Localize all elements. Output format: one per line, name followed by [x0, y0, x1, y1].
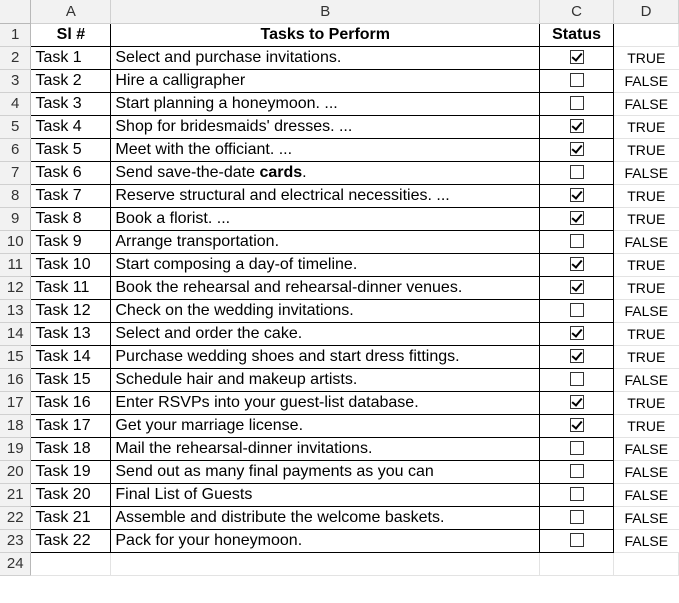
table-row: [0, 322, 679, 345]
cell-linked-value[interactable]: FALSE: [614, 299, 679, 322]
cell-sl[interactable]: Task 2: [31, 69, 111, 92]
task-text: Reserve structural and electrical necessities. ...: [115, 186, 450, 204]
cell-status: [540, 529, 614, 552]
cell-status: [540, 414, 614, 437]
cell-task[interactable]: [111, 529, 540, 552]
column-header-d[interactable]: D: [614, 0, 679, 23]
row-number[interactable]: 16: [0, 368, 31, 391]
cell-task[interactable]: [111, 322, 540, 345]
checkbox-checked[interactable]: [570, 280, 584, 294]
checkbox-checked[interactable]: [570, 257, 584, 271]
cell-sl[interactable]: Task 13: [31, 322, 111, 345]
task-text: Final List of Guests: [115, 485, 253, 503]
cell-sl[interactable]: Task 18: [31, 437, 111, 460]
cell-status: [540, 368, 614, 391]
row-number[interactable]: 20: [0, 460, 31, 483]
cell-status: [540, 138, 614, 161]
cell-task[interactable]: [111, 299, 540, 322]
task-text: Start composing a day-of timeline.: [115, 255, 358, 273]
row-number[interactable]: 17: [0, 391, 31, 414]
cell-status: [540, 437, 614, 460]
table-row: [0, 460, 679, 483]
table-row: [0, 276, 679, 299]
cell-task[interactable]: [111, 115, 540, 138]
task-text: Start planning a honeymoon. ...: [115, 94, 338, 112]
row-number[interactable]: 24: [0, 552, 31, 575]
table-row: [0, 345, 679, 368]
table-row: [0, 92, 679, 115]
checkbox-unchecked[interactable]: [570, 234, 584, 248]
task-text: Assemble and distribute the welcome baskets.: [115, 508, 445, 526]
cell-linked-value[interactable]: FALSE: [614, 460, 679, 483]
row-number[interactable]: 1: [0, 23, 31, 46]
cell-linked-value[interactable]: FALSE: [614, 92, 679, 115]
checkbox-checked[interactable]: [570, 349, 584, 363]
cell-status: [540, 92, 614, 115]
table-row: [0, 46, 679, 69]
row-number[interactable]: 19: [0, 437, 31, 460]
empty-cell[interactable]: [111, 552, 540, 575]
cell-sl[interactable]: Task 20: [31, 483, 111, 506]
cell-task[interactable]: [111, 46, 540, 69]
cell-sl[interactable]: Task 9: [31, 230, 111, 253]
task-text: Check on the wedding invitations.: [115, 301, 354, 319]
task-text-bold: cards: [259, 163, 303, 181]
cell-task[interactable]: [111, 345, 540, 368]
cell-status: [540, 391, 614, 414]
table-row: [0, 483, 679, 506]
task-text: Schedule hair and makeup artists.: [115, 370, 358, 388]
cell-linked-value[interactable]: TRUE: [614, 184, 679, 207]
task-text: Send out as many final payments as you can: [115, 462, 434, 480]
select-all-corner[interactable]: [0, 0, 31, 23]
checkbox-unchecked[interactable]: [570, 441, 584, 455]
cell-linked-value[interactable]: FALSE: [614, 230, 679, 253]
column-header-c[interactable]: C: [540, 0, 614, 23]
checkbox-checked[interactable]: [570, 211, 584, 225]
empty-cell[interactable]: [540, 552, 614, 575]
table-row: [0, 299, 679, 322]
row-number[interactable]: 11: [0, 253, 31, 276]
cell-linked-value[interactable]: FALSE: [614, 161, 679, 184]
cell-status: [540, 299, 614, 322]
checkbox-checked[interactable]: [570, 395, 584, 409]
task-text: Pack for your honeymoon.: [115, 531, 303, 549]
row-number[interactable]: 18: [0, 414, 31, 437]
cell-task[interactable]: [111, 184, 540, 207]
cell-d-empty[interactable]: [614, 23, 679, 46]
task-text: Send save-the-date: [115, 163, 260, 181]
task-text: Arrange transportation.: [115, 232, 280, 250]
cell-task[interactable]: [111, 92, 540, 115]
table-row: [0, 115, 679, 138]
row-number[interactable]: 14: [0, 322, 31, 345]
table-row: [0, 437, 679, 460]
table-row: [0, 552, 679, 575]
cell-sl[interactable]: Task 22: [31, 529, 111, 552]
row-number[interactable]: 2: [0, 46, 31, 69]
cell-task[interactable]: [111, 391, 540, 414]
checkbox-checked[interactable]: [570, 142, 584, 156]
cell-sl[interactable]: Task 14: [31, 345, 111, 368]
cell-linked-value[interactable]: FALSE: [614, 483, 679, 506]
table-row: [0, 368, 679, 391]
cell-linked-value[interactable]: FALSE: [614, 69, 679, 92]
row-number[interactable]: 5: [0, 115, 31, 138]
cell-task[interactable]: [111, 161, 540, 184]
row-number[interactable]: 6: [0, 138, 31, 161]
checkbox-unchecked[interactable]: [570, 303, 584, 317]
cell-status: [540, 115, 614, 138]
task-text: Meet with the officiant. ...: [115, 140, 293, 158]
table-row: [0, 253, 679, 276]
table-row: [0, 414, 679, 437]
row-number[interactable]: 3: [0, 69, 31, 92]
cell-status: [540, 46, 614, 69]
cell-linked-value[interactable]: FALSE: [614, 437, 679, 460]
cell-task[interactable]: [111, 138, 540, 161]
task-text: Book the rehearsal and rehearsal-dinner venues.: [115, 278, 463, 296]
cell-sl[interactable]: Task 7: [31, 184, 111, 207]
cell-task[interactable]: [111, 230, 540, 253]
cell-sl[interactable]: Task 15: [31, 368, 111, 391]
cell-status: [540, 483, 614, 506]
cell-status: [540, 161, 614, 184]
cell-sl[interactable]: Task 6: [31, 161, 111, 184]
cell-sl[interactable]: Task 10: [31, 253, 111, 276]
cell-status: [540, 253, 614, 276]
checkbox-unchecked[interactable]: [570, 372, 584, 386]
cell-status: [540, 276, 614, 299]
cell-sl[interactable]: Task 8: [31, 207, 111, 230]
row-number[interactable]: 21: [0, 483, 31, 506]
header-cell-status[interactable]: Status: [540, 23, 614, 46]
cell-sl[interactable]: Task 1: [31, 46, 111, 69]
table-row: [0, 207, 679, 230]
checkbox-unchecked[interactable]: [570, 487, 584, 501]
table-row: [0, 230, 679, 253]
cell-task[interactable]: [111, 69, 540, 92]
row-number[interactable]: 4: [0, 92, 31, 115]
cell-sl[interactable]: Task 3: [31, 92, 111, 115]
column-header-b[interactable]: B: [111, 0, 540, 23]
cell-status: [540, 506, 614, 529]
empty-cell[interactable]: [31, 552, 111, 575]
cell-task[interactable]: [111, 437, 540, 460]
cell-sl[interactable]: Task 4: [31, 115, 111, 138]
task-text: Shop for bridesmaids' dresses. ...: [115, 117, 353, 135]
cell-status: [540, 207, 614, 230]
checkbox-checked[interactable]: [570, 119, 584, 133]
cell-linked-value[interactable]: TRUE: [614, 322, 679, 345]
checkbox-checked[interactable]: [570, 50, 584, 64]
cell-task[interactable]: [111, 276, 540, 299]
checkbox-checked[interactable]: [570, 418, 584, 432]
task-text: Select and order the cake.: [115, 324, 303, 342]
cell-status: [540, 322, 614, 345]
empty-cell[interactable]: [614, 552, 679, 575]
cell-sl[interactable]: Task 17: [31, 414, 111, 437]
task-text: Hire a calligrapher: [115, 71, 246, 89]
cell-linked-value[interactable]: FALSE: [614, 529, 679, 552]
row-number[interactable]: 8: [0, 184, 31, 207]
cell-task[interactable]: [111, 460, 540, 483]
task-text: Purchase wedding shoes and start dress fittings.: [115, 347, 460, 365]
row-number[interactable]: 23: [0, 529, 31, 552]
table-row: [0, 184, 679, 207]
row-number[interactable]: 13: [0, 299, 31, 322]
table-row: [0, 161, 679, 184]
checkbox-unchecked[interactable]: [570, 165, 584, 179]
cell-status: [540, 69, 614, 92]
row-number[interactable]: 22: [0, 506, 31, 529]
cell-sl[interactable]: Task 19: [31, 460, 111, 483]
cell-linked-value[interactable]: TRUE: [614, 253, 679, 276]
column-header-a[interactable]: A: [31, 0, 111, 23]
cell-task[interactable]: [111, 207, 540, 230]
cell-task[interactable]: [111, 414, 540, 437]
checkbox-checked[interactable]: [570, 326, 584, 340]
cell-linked-value[interactable]: FALSE: [614, 368, 679, 391]
row-number[interactable]: 12: [0, 276, 31, 299]
cell-status: [540, 345, 614, 368]
cell-task[interactable]: [111, 368, 540, 391]
cell-sl[interactable]: Task 5: [31, 138, 111, 161]
row-number[interactable]: 9: [0, 207, 31, 230]
checkbox-unchecked[interactable]: [570, 464, 584, 478]
checkbox-unchecked[interactable]: [570, 73, 584, 87]
cell-linked-value[interactable]: TRUE: [614, 276, 679, 299]
table-row: [0, 529, 679, 552]
checkbox-checked[interactable]: [570, 188, 584, 202]
cell-sl[interactable]: Task 11: [31, 276, 111, 299]
task-text: Book a florist. ...: [115, 209, 231, 227]
row-number[interactable]: 10: [0, 230, 31, 253]
row-number[interactable]: 7: [0, 161, 31, 184]
cell-status: [540, 184, 614, 207]
cell-linked-value[interactable]: FALSE: [614, 506, 679, 529]
row-number[interactable]: 15: [0, 345, 31, 368]
table-row: [0, 391, 679, 414]
cell-linked-value[interactable]: TRUE: [614, 138, 679, 161]
cell-linked-value[interactable]: TRUE: [614, 391, 679, 414]
task-text-suffix: .: [302, 163, 307, 181]
header-row: [0, 23, 679, 46]
column-header-row: [0, 0, 679, 23]
cell-linked-value[interactable]: TRUE: [614, 414, 679, 437]
cell-sl[interactable]: Task 16: [31, 391, 111, 414]
cell-linked-value[interactable]: TRUE: [614, 46, 679, 69]
cell-linked-value[interactable]: TRUE: [614, 207, 679, 230]
cell-linked-value[interactable]: TRUE: [614, 115, 679, 138]
task-text: Select and purchase invitations.: [115, 48, 342, 66]
cell-sl[interactable]: Task 21: [31, 506, 111, 529]
cell-linked-value[interactable]: TRUE: [614, 345, 679, 368]
task-text: Enter RSVPs into your guest-list database.: [115, 393, 419, 411]
task-text: Get your marriage license.: [115, 416, 304, 434]
checkbox-unchecked[interactable]: [570, 510, 584, 524]
header-cell-sl[interactable]: Sl #: [31, 23, 111, 46]
cell-task[interactable]: [111, 506, 540, 529]
cell-task[interactable]: [111, 483, 540, 506]
cell-sl[interactable]: Task 12: [31, 299, 111, 322]
cell-status: [540, 460, 614, 483]
table-row: [0, 69, 679, 92]
table-row: [0, 138, 679, 161]
table-row: [0, 506, 679, 529]
checkbox-unchecked[interactable]: [570, 96, 584, 110]
cell-status: [540, 230, 614, 253]
checkbox-unchecked[interactable]: [570, 533, 584, 547]
header-cell-tasks[interactable]: Tasks to Perform: [111, 23, 540, 46]
cell-task[interactable]: [111, 253, 540, 276]
task-text: Mail the rehearsal-dinner invitations.: [115, 439, 373, 457]
